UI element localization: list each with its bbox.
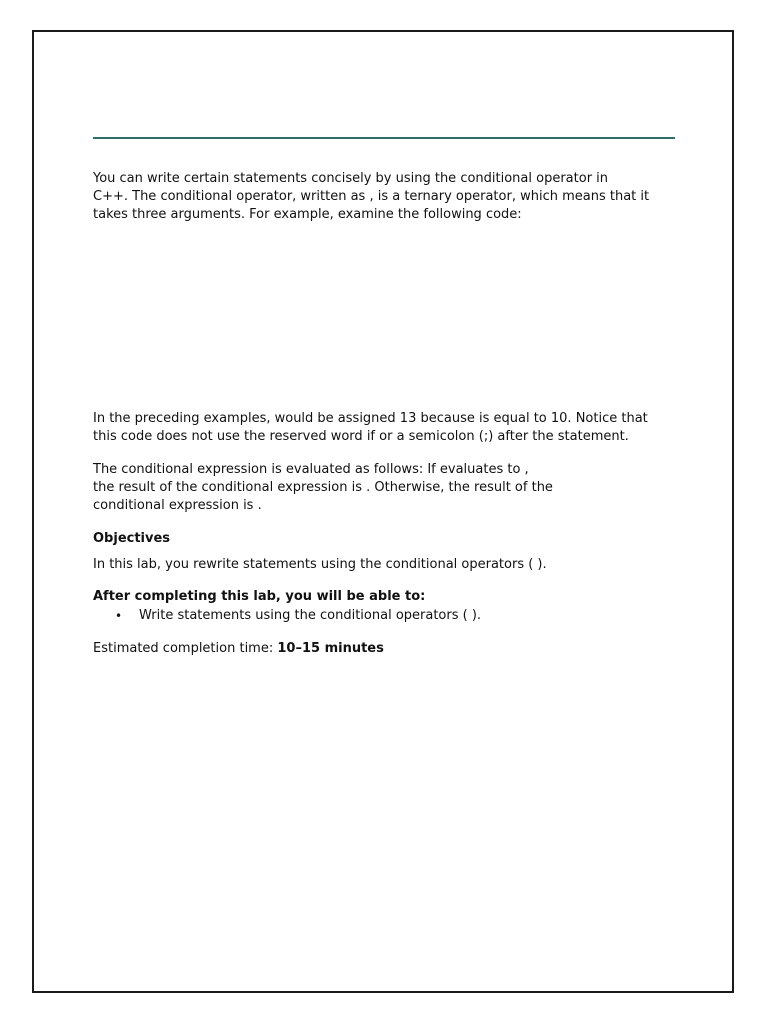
completion-label: Estimated completion time:: [93, 641, 278, 656]
evaluation-line-3: conditional expression is .: [93, 498, 262, 513]
objectives-heading: Objectives: [93, 531, 171, 546]
objectives-text: In this lab, you rewrite statements using the conditional operators ( ).: [93, 557, 547, 572]
explanation-line-2: this code does not use the reserved word if or a semicolon (;) after the statement.: [93, 429, 629, 444]
explanation-line-1: In the preceding examples, would be assigned 13 because is equal to 10. Notice that: [93, 411, 648, 426]
outcome-item: Write statements using the conditional operators ( ).: [139, 608, 482, 623]
evaluation-line-1: The conditional expression is evaluated as follows: If evaluates to ,: [93, 462, 529, 477]
completion-time: [93, 640, 384, 658]
completion-value: 10–15 minutes: [277, 641, 384, 656]
bullet-icon: •: [115, 609, 123, 623]
outcomes-heading: After completing this lab, you will be able to:: [93, 589, 426, 604]
header-rule: [93, 137, 675, 139]
evaluation-line-2: the result of the conditional expression is . Otherwise, the result of the: [93, 480, 553, 495]
intro-line-3: takes three arguments. For example, examine the following code:: [93, 207, 522, 222]
intro-line-2: C++. The conditional operator, written as , is a ternary operator, which means that it: [93, 189, 650, 204]
intro-line-1: You can write certain statements concisely by using the conditional operator in: [93, 171, 609, 186]
